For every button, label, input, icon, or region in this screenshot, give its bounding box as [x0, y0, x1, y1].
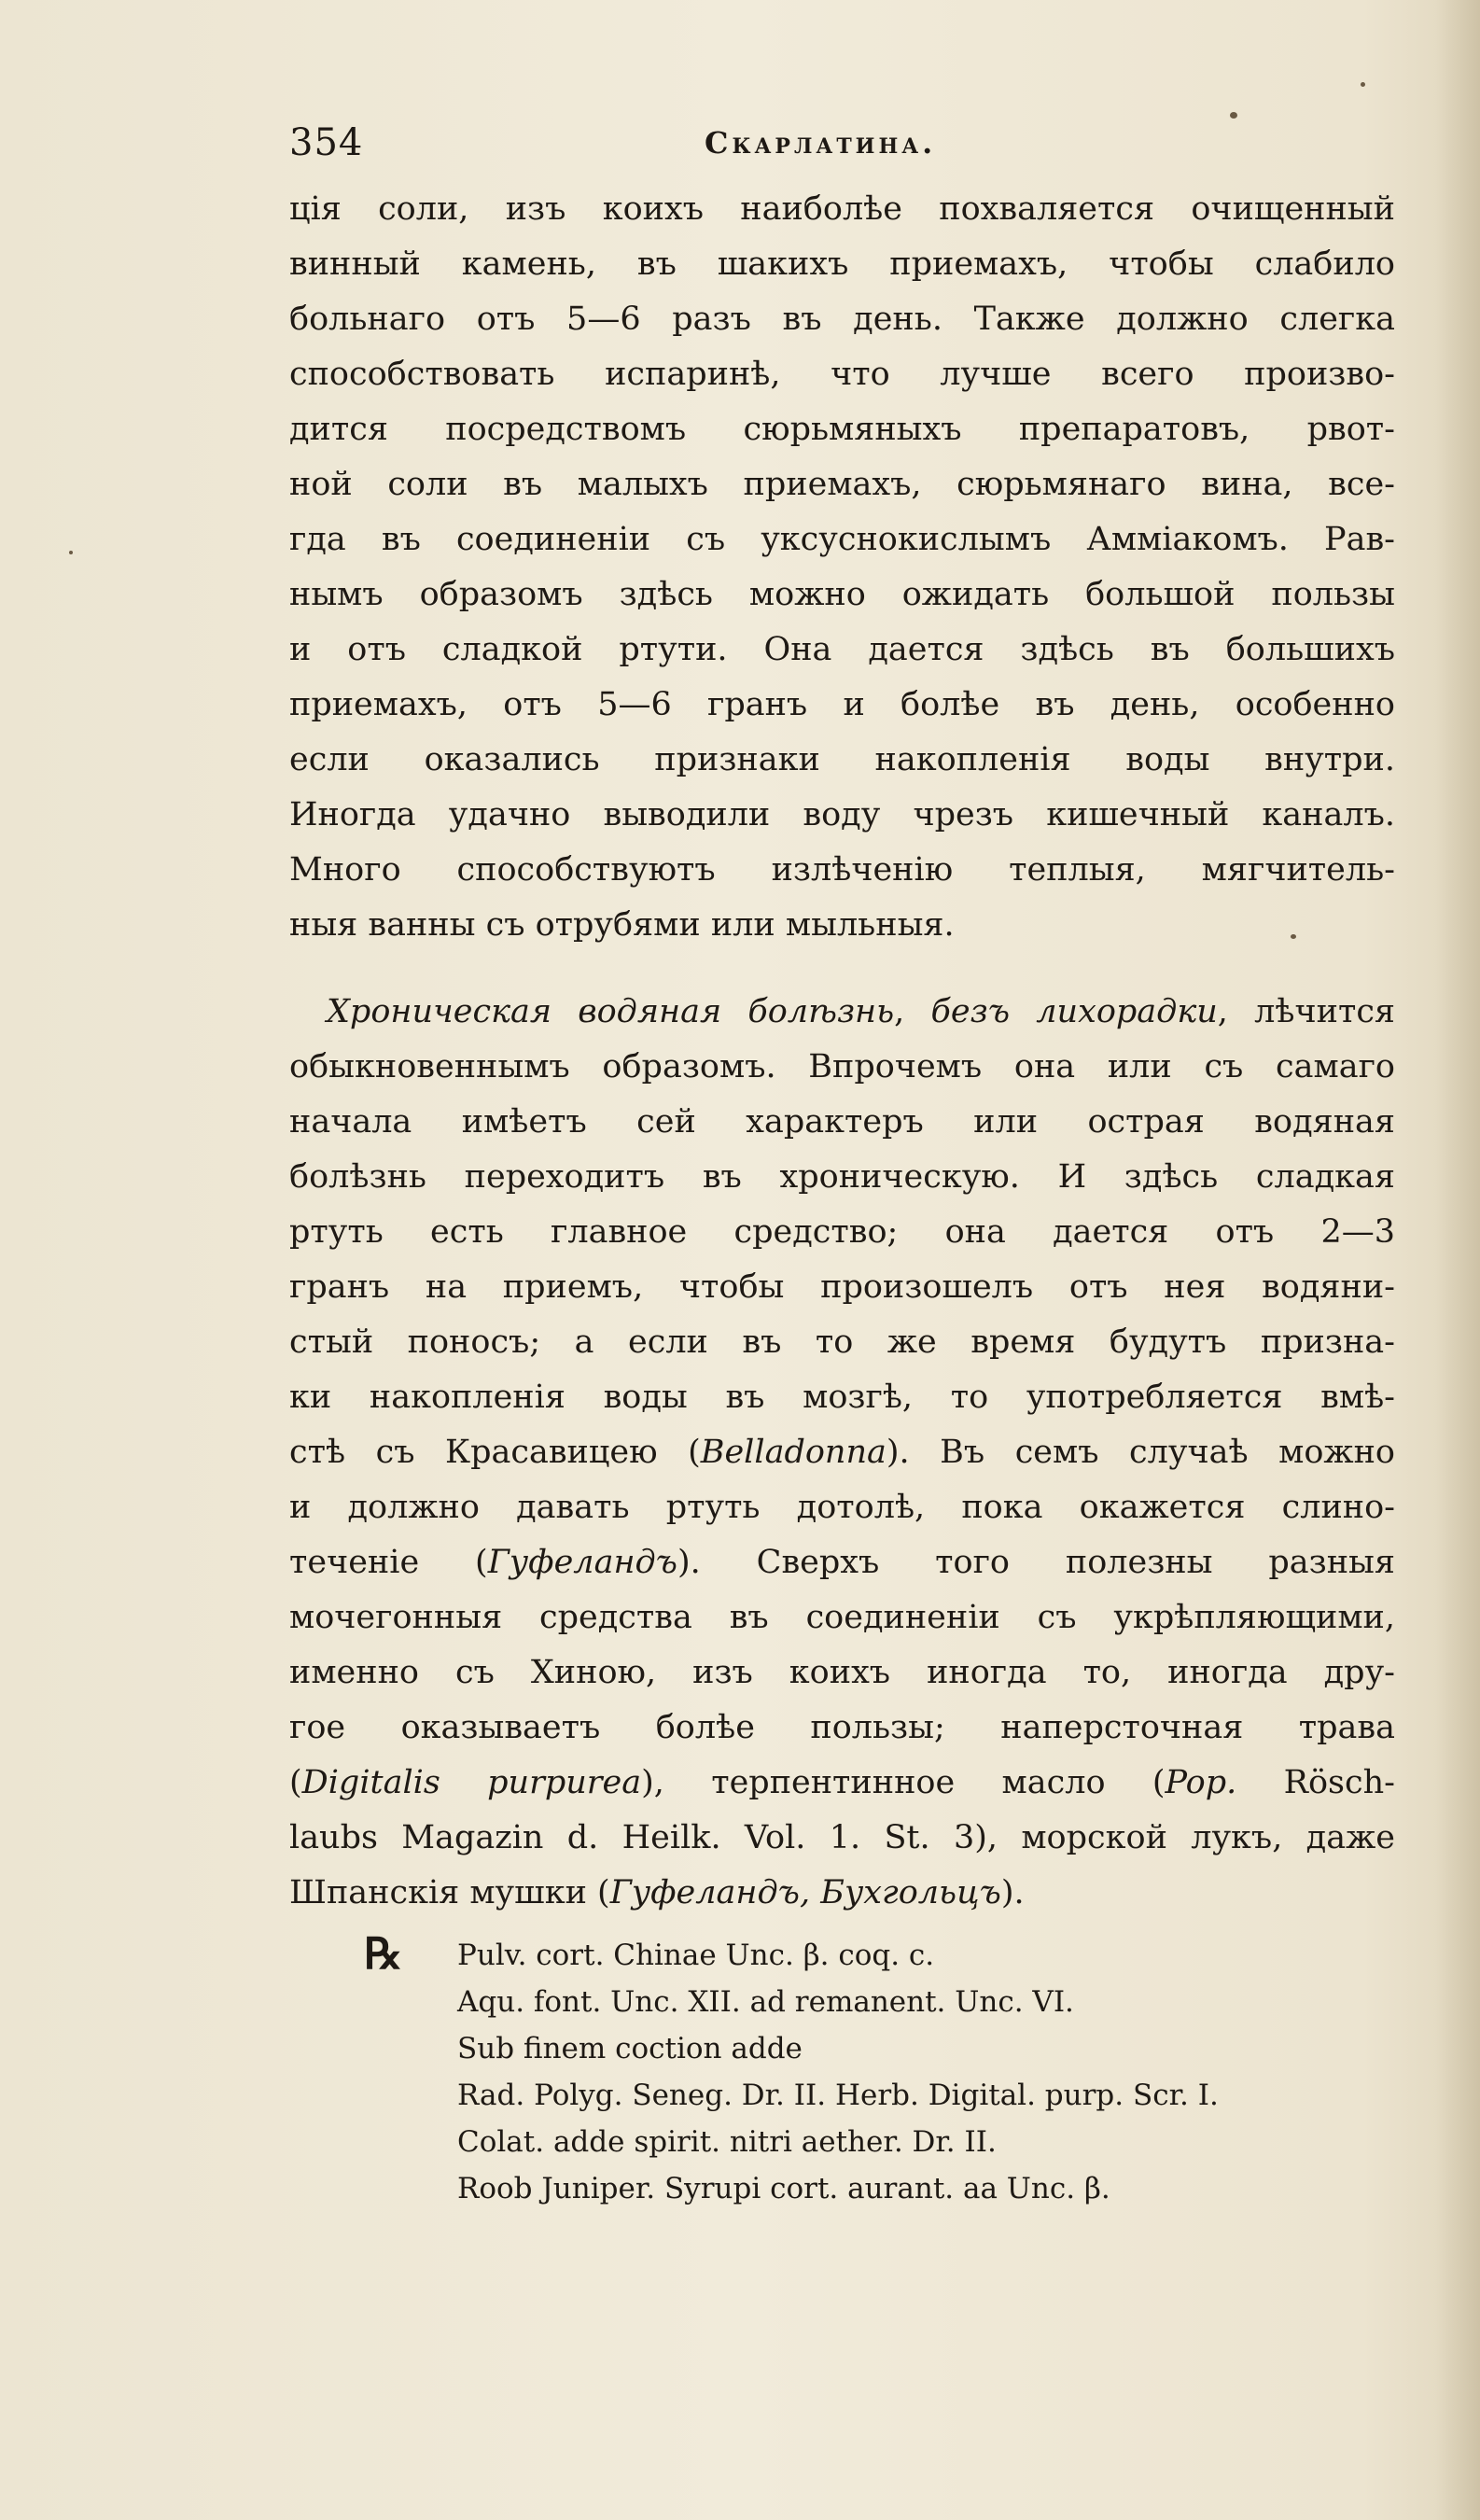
text-line: приемахъ, отъ 5—6 гранъ и болѣе въ день, особенно	[289, 686, 1395, 723]
italic-phrase: Хроническая водяная болѣзнь	[327, 993, 895, 1030]
text-line: ной соли въ малыхъ приемахъ, сюрьмянаго вина, все-	[289, 466, 1395, 503]
citation: Гуфеландъ, Бухгольцъ	[609, 1874, 1001, 1911]
ink-speck	[69, 551, 73, 554]
paragraph-2	[289, 985, 1395, 1921]
text-line: гое оказываетъ болѣе пользы; наперсточная трава	[289, 1709, 1395, 1746]
page-edge-shadow	[1435, 0, 1480, 2520]
text-line: больнаго отъ 5—6 разъ въ день. Также должно слегка	[289, 301, 1395, 338]
text-line: дится посредствомъ сюрьмяныхъ препаратовъ, рвот-	[289, 411, 1395, 448]
prescription-line: Aqu. font. Unc. XII. ad remanent. Unc. VI.	[457, 1985, 1074, 2019]
text-line: способствовать испаринѣ, что лучше всего произво-	[289, 356, 1395, 393]
text-line	[289, 1866, 1395, 1921]
text-run: ,	[894, 993, 931, 1030]
text-line: обыкновеннымъ образомъ. Впрочемъ она или съ самаго	[289, 1048, 1395, 1085]
text-line: Много способствуютъ излѣченію теплыя, мягчитель-	[289, 851, 1395, 889]
prescription-line: Sub finem coction adde	[457, 2032, 803, 2065]
text-line: стый поносъ; а если въ то же время будутъ призна-	[289, 1323, 1395, 1361]
text-line: нымъ образомъ здѣсь можно ожидать большой пользы	[289, 576, 1395, 613]
text-run: Шпанскія мушки (	[289, 1874, 610, 1911]
text-run: стѣ съ Красавицею (	[289, 1434, 701, 1471]
body-text	[289, 182, 1395, 1921]
citation: Pop.	[1165, 1764, 1237, 1801]
ink-speck	[1230, 112, 1237, 119]
prescription-line: Roob Juniper. Syrupi cort. aurant. aa Unc. β.	[457, 2172, 1110, 2205]
text-line: ки накопленія воды въ мозгѣ, то употребляется вмѣ-	[289, 1379, 1395, 1416]
latin-term: Belladonna	[700, 1434, 887, 1471]
text-run: ).	[1000, 1874, 1025, 1911]
recipe-symbol: ℞	[364, 1928, 403, 1979]
text-line: если оказались признаки накопленія воды внутри.	[289, 741, 1395, 778]
italic-phrase: безъ лихорадки	[930, 993, 1218, 1030]
text-line: и должно давать ртуть дотолѣ, пока окажется слино-	[289, 1489, 1395, 1526]
text-run: теченіе (	[289, 1544, 488, 1581]
text-line: ныя ванны съ отрубями или мыльныя.	[289, 906, 955, 944]
text-line: гда въ соединеніи съ уксуснокислымъ Аммiакомъ. Рав-	[289, 521, 1395, 558]
text-run: Rösch-	[1236, 1764, 1395, 1801]
text-line: болѣзнь переходитъ въ хроническую. И здѣсь сладкая	[289, 1158, 1395, 1196]
text-run: ). Сверхъ того полезны разныя	[677, 1544, 1395, 1581]
text-run: , лѣчится	[1217, 993, 1395, 1030]
page-number: 354	[289, 121, 364, 164]
text-line: и отъ сладкой ртути. Она дается здѣсь въ большихъ	[289, 631, 1395, 668]
text-line	[289, 1425, 1395, 1480]
prescription-block	[364, 1928, 1390, 2212]
text-line: laubs Magazin d. Heilk. Vol. 1. St. 3), морской лукъ, даже	[289, 1819, 1395, 1856]
text-line: ртуть есть главное средство; она дается отъ 2—3	[289, 1213, 1395, 1251]
text-run: ), терпентинное масло (	[641, 1764, 1166, 1801]
text-run: ). Въ семъ случаѣ можно	[886, 1434, 1396, 1471]
latin-term: Digitalis purpurea	[301, 1764, 642, 1801]
text-line: винный камень, въ шакихъ приемахъ, чтобы слабило	[289, 245, 1395, 283]
text-line: именно съ Хиною, изъ коихъ иногда то, иногда дру-	[289, 1654, 1395, 1691]
text-line	[289, 1535, 1395, 1590]
text-line: гранъ на приемъ, чтобы произошелъ отъ нея водяни-	[289, 1268, 1395, 1306]
text-line: мочегонныя средства въ соединеніи съ укрѣпляющими,	[289, 1599, 1395, 1636]
prescription-line: Colat. adde spirit. nitri aether. Dr. II.	[457, 2125, 997, 2159]
text-line: начала имѣетъ сей характеръ или острая водяная	[289, 1103, 1395, 1141]
text-line: ція соли, изъ коихъ наиболѣе похваляется очищенный	[289, 190, 1395, 228]
text-line: Иногда удачно выводили воду чрезъ кишечный каналъ.	[289, 796, 1395, 833]
citation: Гуфеландъ	[487, 1544, 678, 1581]
page-header	[289, 121, 998, 177]
text-line	[289, 1756, 1395, 1811]
paragraph-1	[289, 182, 1395, 953]
text-line	[289, 985, 1395, 1040]
prescription-text: Pulv. cort. Chinae Unc. β. coq. c.	[457, 1939, 935, 1972]
prescription-line: Rad. Polyg. Seneg. Dr. II. Herb. Digital. purp. Scr. I.	[457, 2079, 1219, 2112]
text-run: (	[289, 1764, 302, 1801]
ink-speck	[1361, 82, 1365, 87]
prescription-line	[364, 1928, 1390, 1979]
paragraph-gap	[289, 953, 1395, 985]
running-head: Скарлатина.	[705, 125, 937, 161]
